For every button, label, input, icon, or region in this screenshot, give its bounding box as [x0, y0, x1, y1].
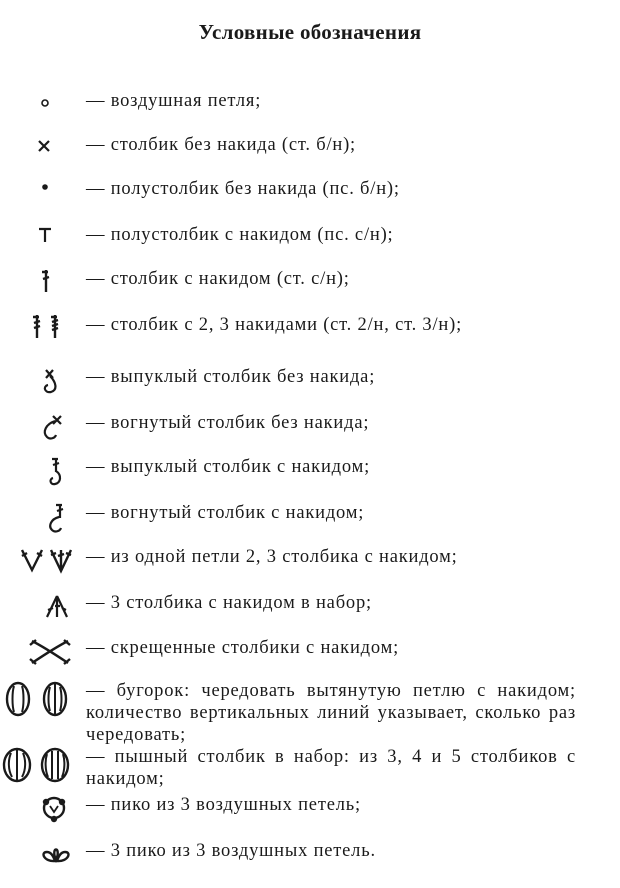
triple-picot-icon: [0, 840, 84, 870]
legend-text: — из одной петли 2, 3 столбика с накидом;: [86, 547, 458, 567]
slip-stitch-dot-icon: [0, 178, 84, 200]
legend-text: — выпуклый столбик с накидом;: [86, 457, 371, 477]
legend-text: — вогнутый столбик без накида;: [86, 413, 370, 433]
dc-decrease-icon: [0, 592, 84, 622]
legend-text: — столбик с 2, 3 накидами (ст. 2/н, ст. 3/н);: [86, 315, 463, 335]
legend-text: — пышный столбик в набор: из 3, 4 и 5 столбиков с накидом;: [86, 747, 576, 789]
front-post-dc-icon: [0, 456, 84, 488]
page-title: Условные обозначения: [198, 20, 422, 44]
front-post-sc-icon: [0, 366, 84, 396]
puff-stitch-icons: [0, 746, 84, 786]
legend-text: — выпуклый столбик без накида;: [86, 367, 376, 387]
double-crochet-icon: [0, 268, 84, 294]
crossed-stitches-icon: [0, 637, 84, 667]
treble-crochet-icons: [0, 314, 84, 340]
back-post-sc-icon: [0, 412, 84, 442]
legend-text: — пико из 3 воздушных петель;: [86, 795, 361, 815]
air-loop-icon: [0, 90, 84, 112]
legend-text: — скрещенные столбики с накидом;: [86, 638, 400, 658]
bobble-icons: [0, 680, 84, 720]
single-crochet-icon: [0, 134, 84, 156]
legend-text: — вогнутый столбик с накидом;: [86, 503, 365, 523]
legend-text: — 3 пико из 3 воздушных петель.: [86, 841, 376, 861]
legend-text: — столбик без накида (ст. б/н);: [86, 135, 356, 155]
legend-text: — полустолбик без накида (пс. б/н);: [86, 179, 400, 199]
legend-text: — полустолбик с накидом (пс. с/н);: [86, 225, 394, 245]
legend-text: — воздушная петля;: [86, 91, 262, 111]
dc-increase-icons: [0, 546, 84, 576]
picot-icon: [0, 794, 84, 824]
legend-text: — бугорок: чередовать вытянутую петлю с накидом; количество вертикальных линий указывает, сколько раз чередовать;: [86, 681, 576, 745]
legend-text: — столбик с накидом (ст. с/н);: [86, 269, 350, 289]
legend-text: — 3 столбика с накидом в набор;: [86, 593, 372, 613]
back-post-dc-icon: [0, 502, 84, 534]
half-double-crochet-icon: [0, 224, 84, 246]
